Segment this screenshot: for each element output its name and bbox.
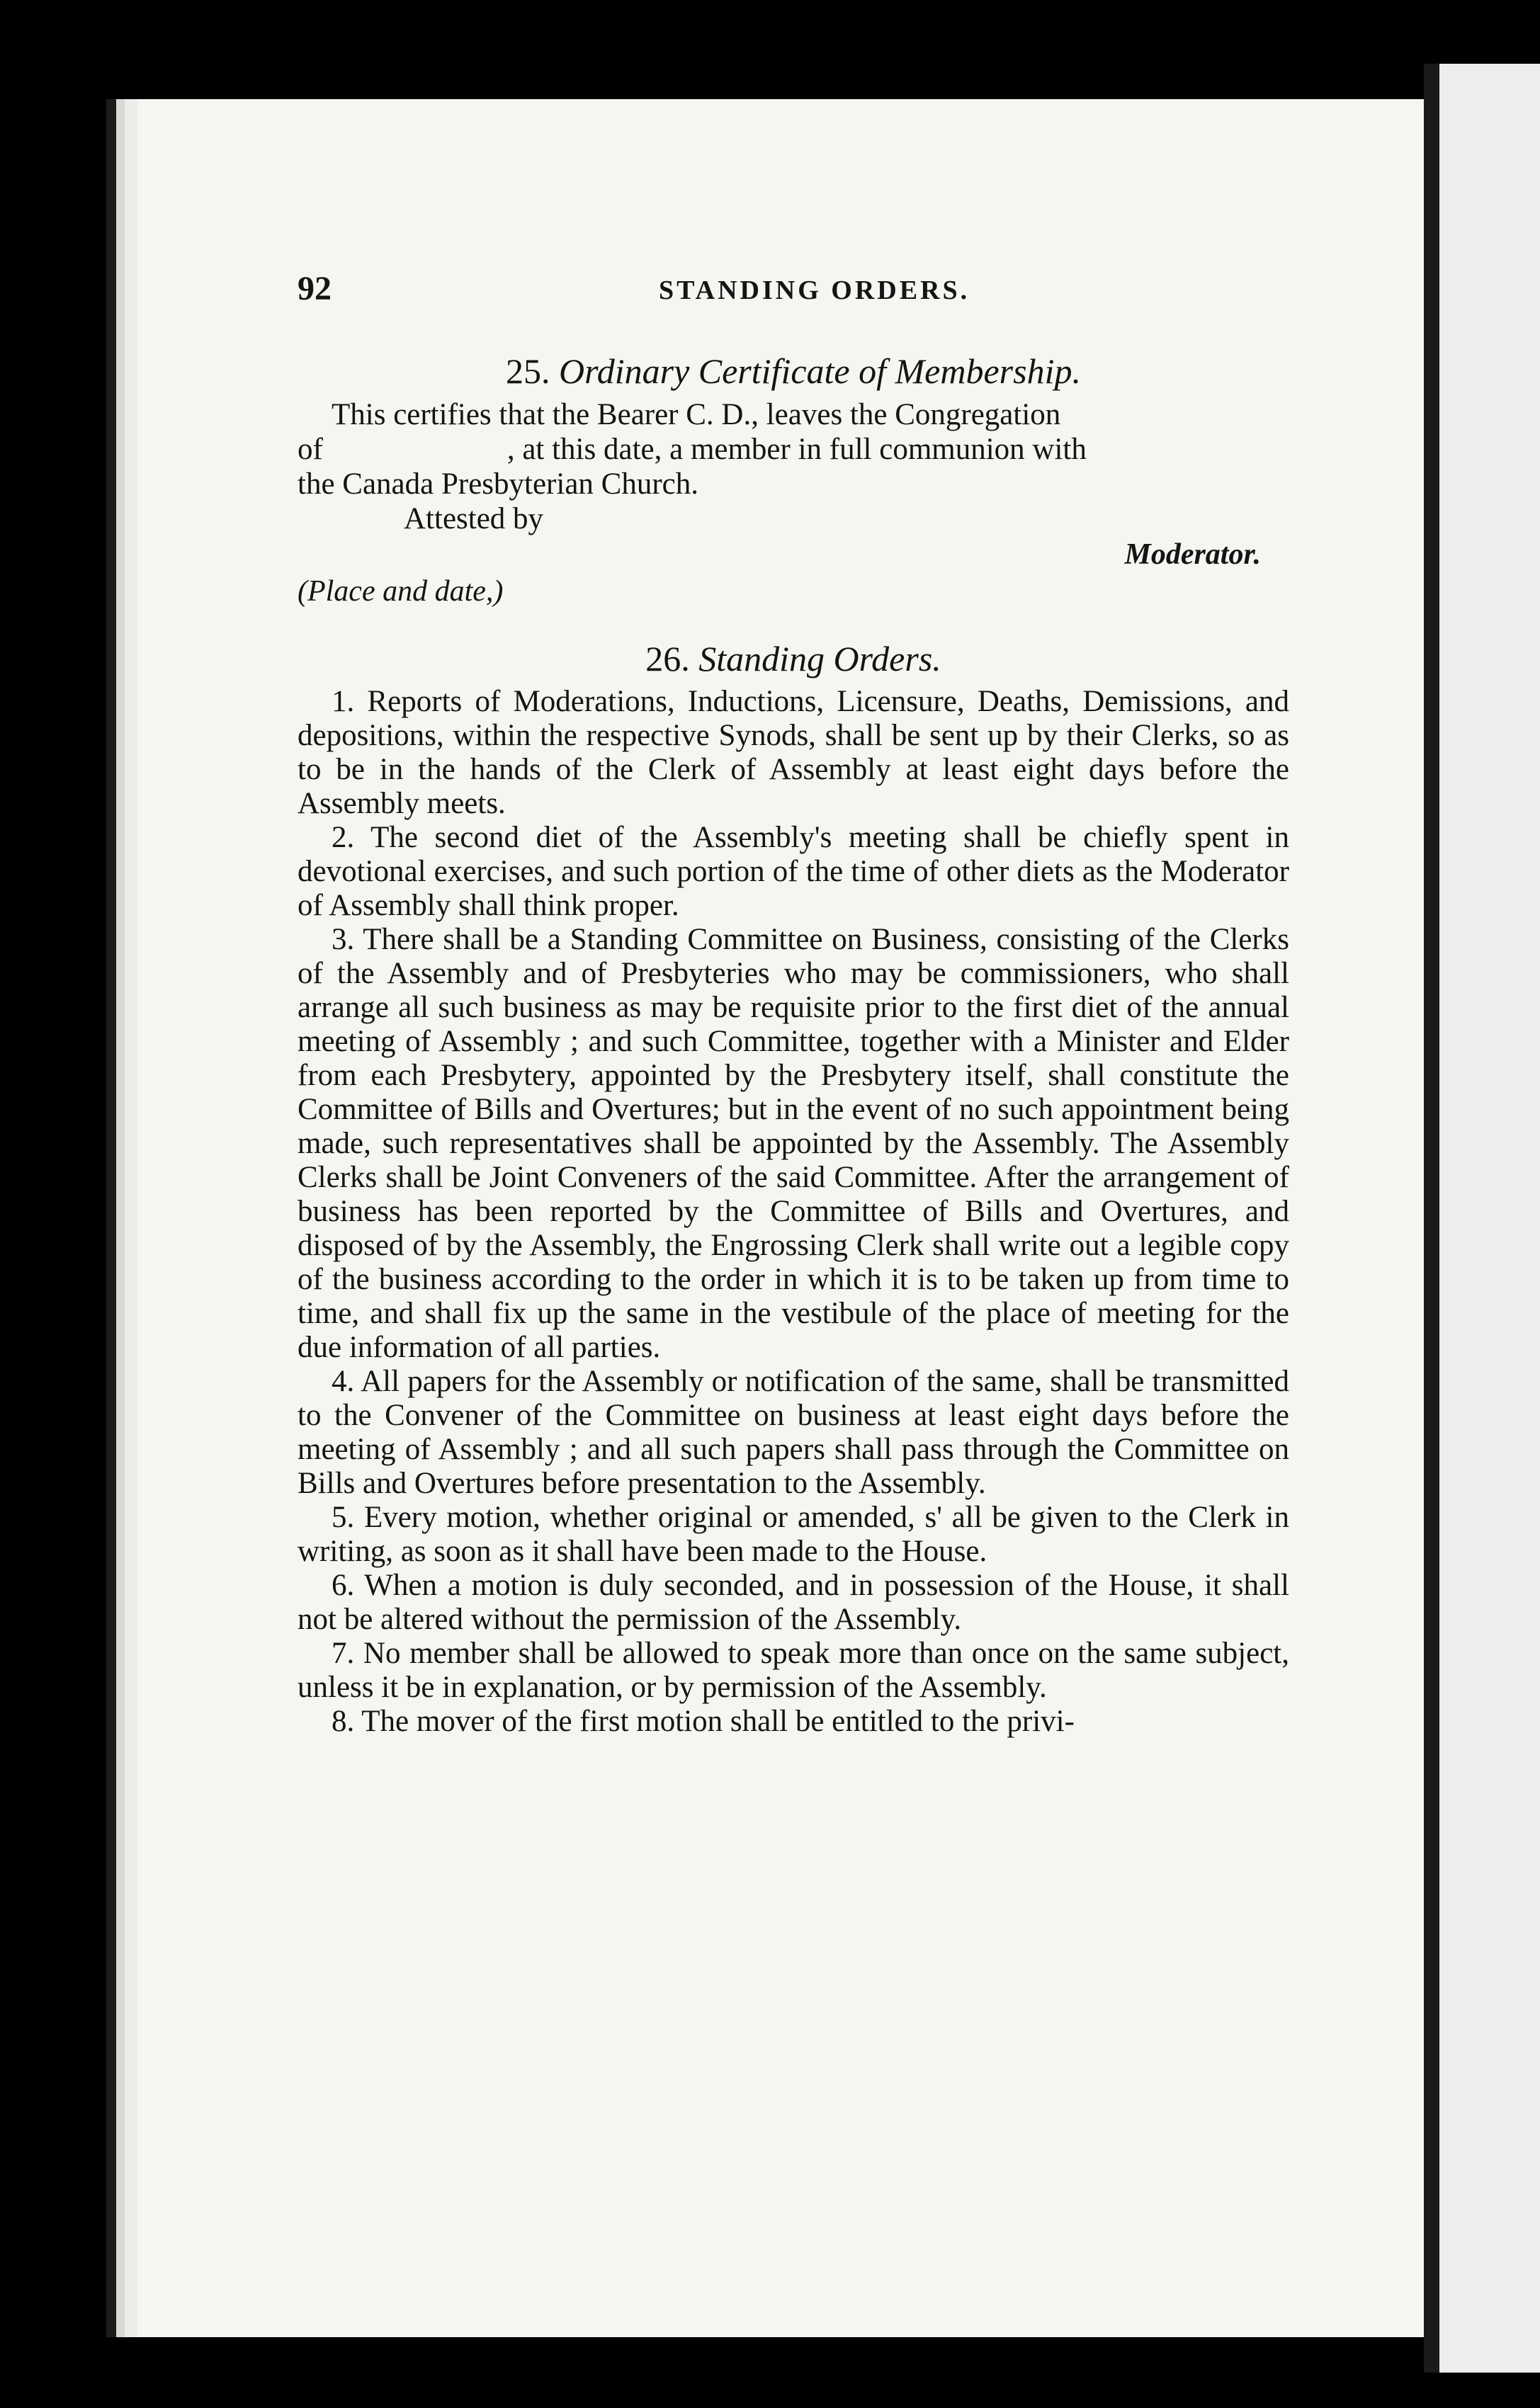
page-number: 92 [298,270,332,307]
page-header [298,269,1289,312]
section-26-title: Standing Orders. [698,639,941,678]
page-text [298,269,1289,1739]
standing-order-7: 7. No member shall be allowed to speak more than once on the same subject, unless it be in explanation, or by permission of the Assembly. [298,1637,1289,1704]
standing-order-3: 3. There shall be a Standing Committee on Business, consisting of the Clerks of the Assembly and of Presbyteries who may be commissioners, who shall arrange all such business as may be requisite prior to the first diet of the annual meeting of Assembly ; and such Committee, together with a Minister and Elder from each Presbytery, appointed by the Presbytery itself, shall constitute the Committee of Bills and Overtures; but in the event of no such appointment being made, such representatives shall be appointed by the Assembly. The Assembly Clerks shall be Joint Conveners of the said Committee. After the arrangement of business has been reported by the Committee of Bills and Overtures, and disposed of by the Assembly, the Engrossing Clerk shall write out a legible copy of the business according to the order in which it is to be taken up from time to time, and shall fix up the same in the vestibule of the place of meeting for the due information of all parties. [298,923,1289,1364]
attested-by: Attested by [404,502,544,535]
certificate-date-text: , at this date, a member in full communion with [506,433,1087,466]
running-title: STANDING ORDERS. [659,276,970,305]
standing-order-1: 1. Reports of Moderations, Inductions, Licensure, Deaths, Demissions, and depositions, within the respective Synods, shall be sent up by their Clerks, so as to be in the hands of the Clerk of Assembly at least eight days before the Assembly meets. [298,685,1289,820]
section-26-heading [298,638,1289,679]
place-and-date: (Place and date,) [298,575,504,608]
section-25-title: Ordinary Certificate of Membership. [559,351,1081,391]
standing-order-8: 8. The mover of the first motion shall be entitled to the privi- [332,1705,1075,1738]
next-page-strip [1439,64,1540,2373]
standing-order-5: 5. Every motion, whether original or amended, s' all be given to the Clerk in writing, as soon as it shall have been made to the House. [298,1501,1289,1568]
certificate-line-3: the Canada Presbyterian Church. [298,467,698,501]
certificate-of: of [298,433,323,466]
standing-order-2: 2. The second diet of the Assembly's meeting shall be chiefly spent in devotional exercises, and such portion of the time of other diets as the Moderator of Assembly shall think proper. [298,821,1289,922]
standing-order-6: 6. When a motion is duly seconded, and in possession of the House, it shall not be altered without the permission of the Assembly. [298,1569,1289,1636]
section-25-number: 25. [506,351,550,391]
section-26-number: 26. [645,639,690,678]
certificate-line-2 [298,432,1289,467]
section-25-heading [298,351,1289,392]
page-edge [1424,64,1439,2373]
standing-order-4: 4. All papers for the Assembly or notification of the same, shall be transmitted to the Convener of the Committee on business at least eight days before the meeting of Assembly ; and all such papers shall pass through the Committee on Bills and Overtures before presentation to the Assembly. [298,1365,1289,1500]
moderator-signature: Moderator. [1124,538,1261,571]
certificate-line-1: This certifies that the Bearer C. D., leaves the Congregation [332,398,1061,431]
